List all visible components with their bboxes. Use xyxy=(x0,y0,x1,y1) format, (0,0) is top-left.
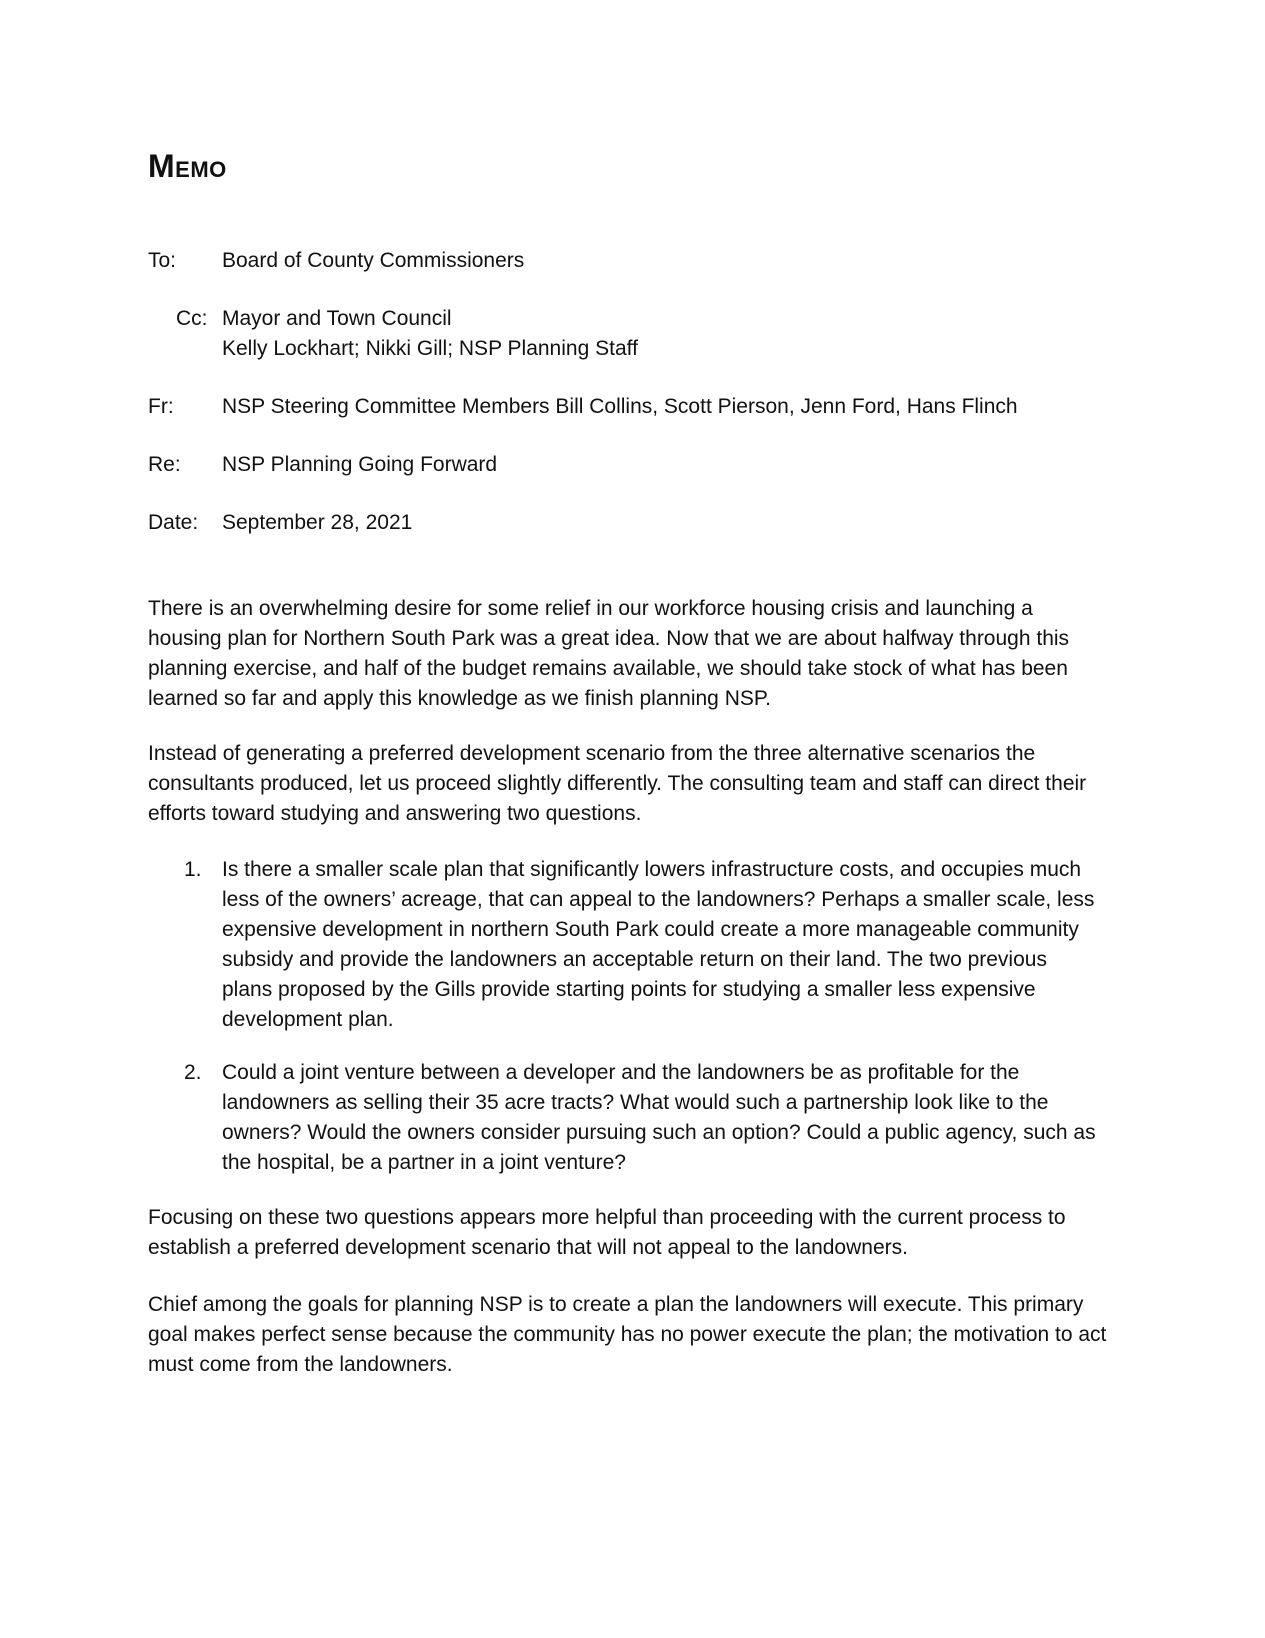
list-item xyxy=(148,1058,1108,1178)
cc-line2: Kelly Lockhart; Nikki Gill; NSP Planning Staff xyxy=(222,337,638,360)
date-label: Date: xyxy=(148,511,199,534)
from-row xyxy=(148,392,1108,422)
memo-title: Memo xyxy=(148,148,227,184)
re-row xyxy=(148,450,1108,480)
to-label: To: xyxy=(148,249,177,272)
to-value: Board of County Commissioners xyxy=(222,249,525,272)
re-label: Re: xyxy=(148,453,181,476)
paragraph-proposal: Instead of generating a preferred development scenario from the three alternative scenarios the consultants produced, let us proceed slightly differently. The consulting team and staff can direct their efforts toward studying and answering two questions. xyxy=(148,742,1087,825)
from-value: NSP Steering Committee Members Bill Collins, Scott Pierson, Jenn Ford, Hans Flinch xyxy=(222,395,1018,418)
list-number: 1. xyxy=(184,858,202,881)
cc-label: Cc: xyxy=(176,307,208,330)
list-text: Is there a smaller scale plan that significantly lowers infrastructure costs, and occupies much less of the owners’ acreage, that can appeal to the landowners? Perhaps a smaller scale, less expensive development in northern South Park could create a more manageable community subsidy and provide the landowners an acceptable return on their land. The two previous plans proposed by the Gills provide starting points for studying a smaller less expensive development plan. xyxy=(222,858,1095,1031)
to-row xyxy=(148,246,1108,276)
re-value: NSP Planning Going Forward xyxy=(222,453,498,476)
list-item xyxy=(148,855,1108,1035)
list-text: Could a joint venture between a developer and the landowners be as profitable for the landowners as selling their 35 acre tracts? What would such a partnership look like to the owners? Would the owners consider pursuing such an option? Could a public agency, such as the hospital, be a partner in a joint venture? xyxy=(222,1061,1096,1174)
cc-row xyxy=(148,304,1108,364)
paragraph-focus: Focusing on these two questions appears more helpful than proceeding with the current process to establish a preferred development scenario that will not appeal to the landowners. xyxy=(148,1206,1066,1259)
from-label: Fr: xyxy=(148,395,174,418)
paragraph-goals: Chief among the goals for planning NSP is to create a plan the landowners will execute. This primary goal makes perfect sense because the community has no power execute the plan; the motivation to act must come from the landowners. xyxy=(148,1293,1107,1376)
list-number: 2. xyxy=(184,1061,202,1084)
paragraph-intro: There is an overwhelming desire for some relief in our workforce housing crisis and launching a housing plan for Northern South Park was a great idea. Now that we are about halfway through this planning exercise, and half of the budget remains available, we should take stock of what has been learned so far and apply this knowledge as we finish planning NSP. xyxy=(148,597,1070,710)
date-value: September 28, 2021 xyxy=(222,511,413,534)
cc-line1: Mayor and Town Council xyxy=(222,307,452,330)
date-row xyxy=(148,508,1108,538)
